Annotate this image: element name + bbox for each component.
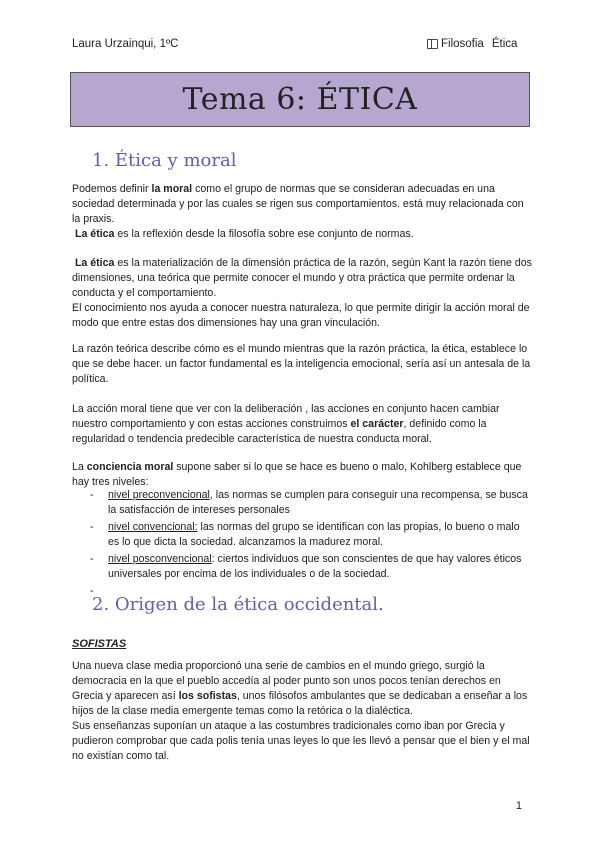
sofistas-subheading: SOFISTAS (72, 638, 127, 650)
page-title: Tema 6: ÉTICA (182, 82, 418, 117)
book-icon (427, 39, 438, 49)
title-banner (70, 72, 530, 127)
header-subject (427, 38, 517, 50)
topic-label: Ética (491, 38, 518, 50)
paragraph-conciencia: La conciencia moral supone saber si lo que se hace es bueno o malo, Kohlberg establece que hay tres niveles: (72, 461, 522, 488)
section2-heading: 2. Origen de la ética occidental. (92, 594, 384, 615)
paragraph-kant: La ética es la materialización de la dimensión práctica de la razón, según Kant la razón tiene dos dimensiones, una teórica que permite conocer el mundo y otra práctica que permite ordenar la conducta y el comportamiento. El conocimiento nos ayuda a conocer nuestra naturaleza, lo que permite dirigir la acción moral de modo que entre estas dos dimensiones hay una gran vinculación. (72, 257, 532, 329)
kohlberg-levels-list (88, 488, 528, 584)
section1-heading: 1. Ética y moral (92, 150, 237, 171)
paragraph-etica: La ética es la reflexión desde la filosofía sobre ese conjunto de normas. (75, 228, 414, 240)
paragraph-accion-moral: La acción moral tiene que ver con la deliberación , las acciones en conjunto hacen cambiar nuestro comportamiento y con estas acciones construimos el carácter, definido como la regularidad o tendencia predecible característica de nuestra conducta moral. (72, 403, 500, 445)
page-number: 1 (515, 800, 522, 812)
list-item: - nivel convencional: las normas del grupo se identifican con las propias, lo bueno o malo es lo que dicta la sociedad. alcanzamos la madurez moral. (88, 520, 528, 550)
list-item: - nivel preconvencional, las normas se cumplen para conseguir una recompensa, se busca la satisfacción de intereses personales (88, 488, 528, 518)
paragraph-sofistas: Una nueva clase media proporcionó una serie de cambios en el mundo griego, surgió la democracia en la que el pueblo accedía al poder punto son unos pocos tenían derechos en Grecia y aparecen así los sofistas, unos filósofos ambulantes que se dedicaban a enseñar a los hijos de la clase media emergente temas como la retórica o la dialéctica. Sus enseñanzas suponían un ataque a las costumbres tradicionales como iban por Grecia y pudieron comprobar que cada polis tenía unas leyes lo que les llevó a pensar que el bien y el mal no existían como tal. (72, 660, 530, 762)
header-author: Laura Urzainqui, 1ºC (72, 38, 179, 50)
paragraph-moral: Podemos definir la moral como el grupo de normas que se consideran adecuadas en una sociedad determinada y por las cuales se rigen sus comportamientos. está muy relacionada con la praxis. (72, 183, 524, 225)
paragraph-razon: La razón teórica describe cómo es el mundo mientras que la razón práctica, la ética, establece lo que se debe hacer. un factor fundamental es la inteligencia emocional, sería así un antesala de la política. (72, 343, 531, 385)
subject-label: Filosofia (441, 38, 484, 50)
list-item: - nivel posconvencional: ciertos individuos que son conscientes de que hay valores éticos universales por encima de los individuales o de la sociedad. (88, 552, 528, 582)
